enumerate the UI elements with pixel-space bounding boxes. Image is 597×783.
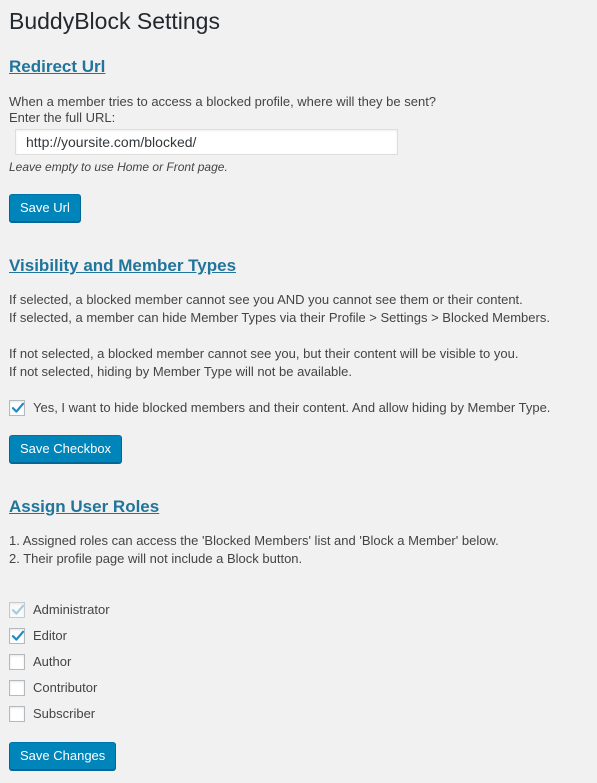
role-option-editor[interactable] [9,627,67,645]
redirect-url-hint: Leave empty to use Home or Front page. [9,160,228,174]
redirect-description: When a member tries to access a blocked profile, where will they be sent? [9,94,437,109]
checkmark-icon [11,401,25,415]
save-url-button[interactable]: Save Url [9,194,81,222]
roles-line-2: 2. Their profile page will not include a Block button. [9,551,303,566]
role-checkbox-editor[interactable] [9,628,25,644]
checkmark-icon [11,629,25,643]
role-checkbox-administrator [9,602,25,618]
roles-line-1: 1. Assigned roles can access the 'Blocked Members' list and 'Block a Member' below. [9,533,499,548]
assign-roles-heading: Assign User Roles [9,497,160,516]
save-checkbox-button[interactable]: Save Checkbox [9,435,122,463]
role-option-administrator [9,601,110,619]
redirect-url-input[interactable] [15,129,398,155]
redirect-url-heading: Redirect Url [9,57,106,76]
page-title: BuddyBlock Settings [9,8,220,34]
hide-blocked-members-checkbox[interactable] [9,400,25,416]
role-option-subscriber[interactable] [9,705,95,723]
hide-blocked-members-option[interactable] [9,399,550,417]
role-label-author: Author [33,654,72,669]
visibility-heading: Visibility and Member Types [9,256,237,275]
visibility-line-4: If not selected, hiding by Member Type will not be available. [9,364,353,379]
visibility-line-3: If not selected, a blocked member cannot see you, but their content will be visible to you. [9,346,519,361]
checkmark-icon [11,603,25,617]
role-checkbox-author[interactable] [9,654,25,670]
role-label-administrator: Administrator [33,602,110,617]
role-label-subscriber: Subscriber [33,706,96,721]
save-changes-button[interactable]: Save Changes [9,742,116,770]
role-label-editor: Editor [33,628,67,643]
redirect-url-prompt: Enter the full URL: [9,110,116,125]
role-option-contributor[interactable] [9,679,97,697]
hide-blocked-members-label: Yes, I want to hide blocked members and their content. And allow hiding by Member Type. [33,400,551,415]
role-checkbox-contributor[interactable] [9,680,25,696]
visibility-line-1: If selected, a blocked member cannot see you AND you cannot see them or their content. [9,292,523,307]
role-option-author[interactable] [9,653,71,671]
role-label-contributor: Contributor [33,680,98,695]
visibility-line-2: If selected, a member can hide Member Types via their Profile > Settings > Blocked Members. [9,310,550,325]
role-checkbox-subscriber[interactable] [9,706,25,722]
